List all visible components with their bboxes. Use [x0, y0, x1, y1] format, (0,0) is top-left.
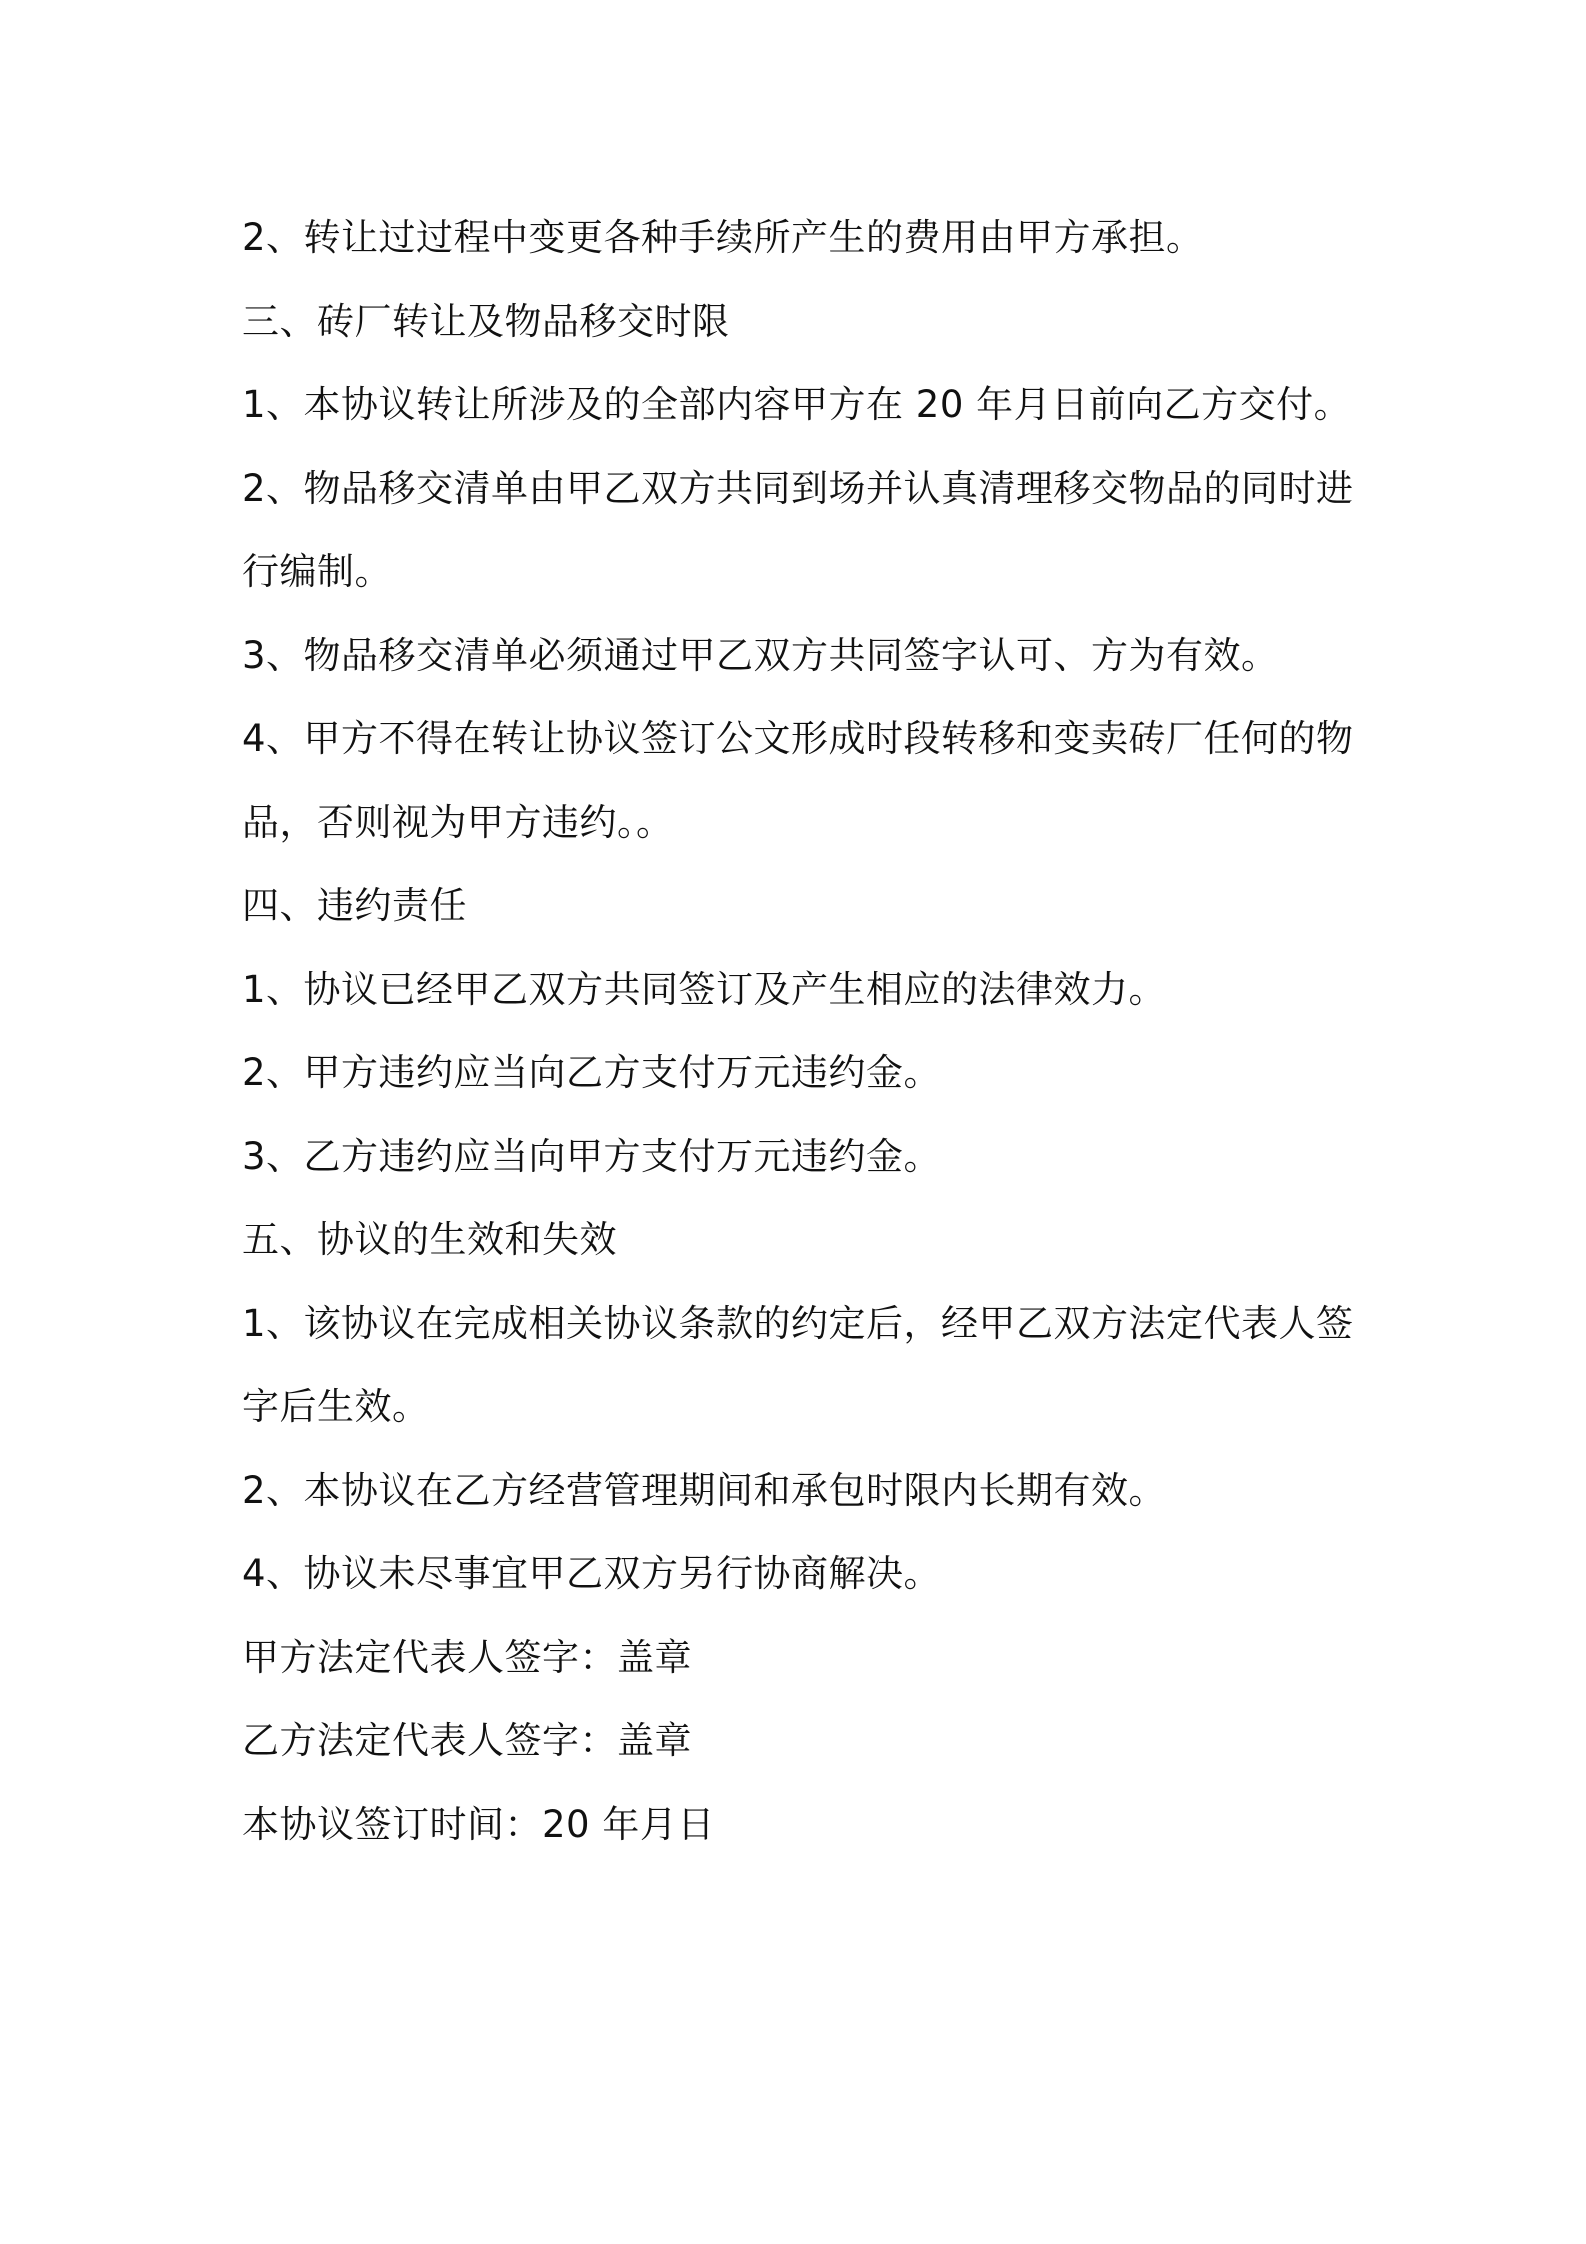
clause-4-1: 1、协议已经甲乙双方共同签订及产生相应的法律效力。	[242, 967, 1167, 1011]
section-5-heading: 五、协议的生效和失效	[242, 1218, 617, 1261]
clause-3-4: 4、甲方不得在转让协议签订公文形成时段转移和变卖砖厂任何的物	[242, 717, 1354, 760]
clause-5-4: 4、协议未尽事宜甲乙双方另行协商解决。	[242, 1552, 942, 1595]
clause-3-1: 1、本协议转让所涉及的全部内容甲方在 20 年月日前向乙方交付。	[242, 383, 1352, 426]
clause-3-3: 3、物品移交清单必须通过甲乙双方共同签字认可、方为有效。	[242, 633, 1279, 677]
document-body	[242, 196, 1372, 1866]
clause-5-1: 1、该协议在完成相关协议条款的约定后，经甲乙双方法定代表人签	[242, 1301, 1354, 1345]
signing-date: 本协议签订时间：20 年月日	[242, 1802, 715, 1846]
section-3-heading: 三、砖厂转让及物品移交时限	[242, 299, 730, 343]
section-4-heading: 四、违约责任	[242, 884, 467, 927]
clause-3-4-cont: 品，否则视为甲方违约。。	[242, 800, 674, 844]
clause-4-2: 2、甲方违约应当向乙方支付万元违约金。	[242, 1051, 942, 1094]
clause-5-1-cont: 字后生效。	[242, 1385, 430, 1428]
clause-3-2-cont: 行编制。	[242, 550, 392, 593]
clause-4-3: 3、乙方违约应当向甲方支付万元违约金。	[242, 1134, 942, 1178]
party-b-signature: 乙方法定代表人签字：盖章	[242, 1719, 692, 1762]
clause-5-2: 2、本协议在乙方经营管理期间和承包时限内长期有效。	[242, 1468, 1167, 1512]
clause-3-2: 2、物品移交清单由甲乙双方共同到场并认真清理移交物品的同时进	[242, 466, 1354, 510]
clause-2-fees: 2、转让过过程中变更各种手续所产生的费用由甲方承担。	[242, 216, 1204, 259]
party-a-signature: 甲方法定代表人签字：盖章	[242, 1635, 692, 1679]
